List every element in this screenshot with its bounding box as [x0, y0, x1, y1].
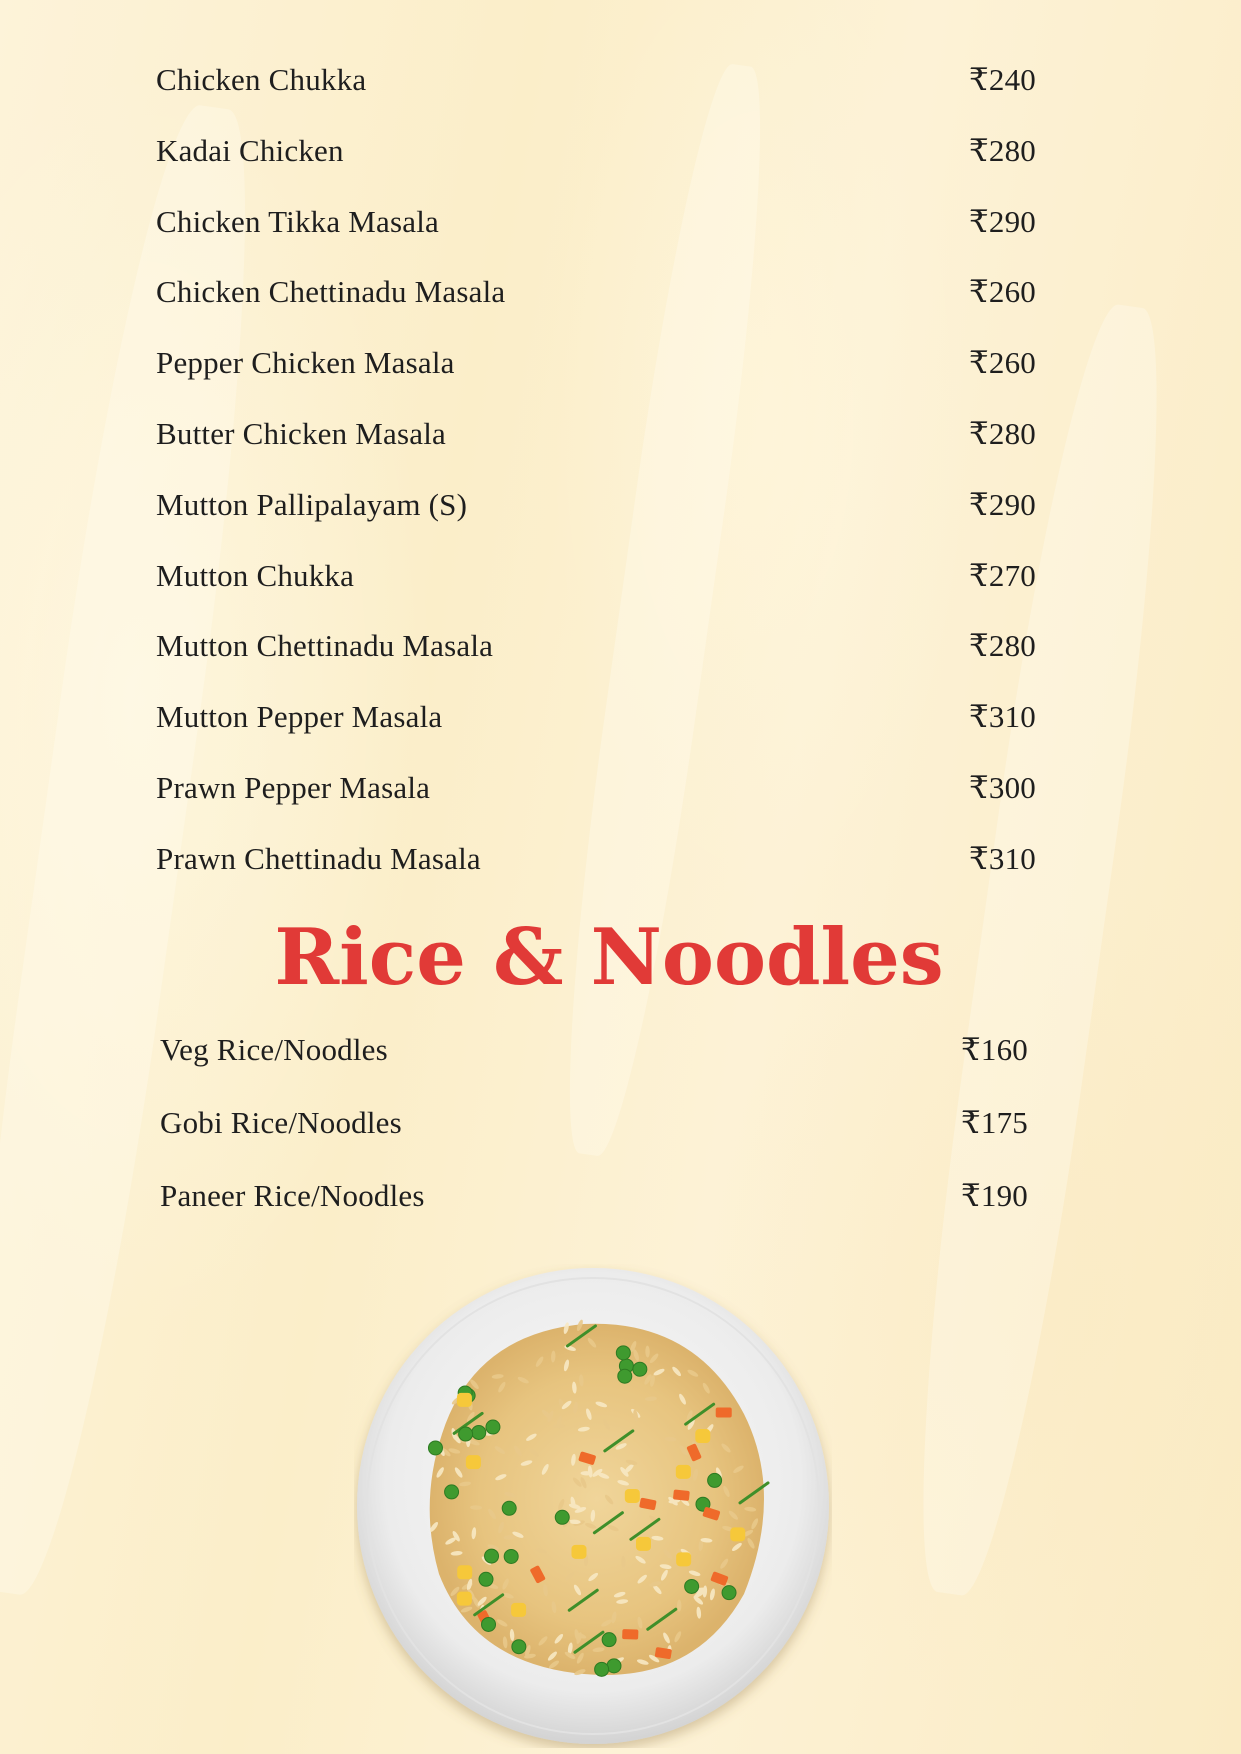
item-name: Paneer Rice/Noodles	[160, 1178, 425, 1213]
section-title-rice-noodles: Rice & Noodles	[274, 912, 944, 1003]
item-name: Mutton Pallipalayam (S)	[156, 486, 468, 522]
item-price: ₹260	[968, 274, 1036, 310]
item-price: ₹175	[960, 1105, 1028, 1140]
menu-item	[156, 487, 1036, 558]
item-price: ₹160	[960, 1032, 1028, 1067]
item-price: ₹290	[968, 203, 1036, 239]
item-name: Butter Chicken Masala	[156, 415, 447, 451]
rice-noodles-list	[160, 1032, 1028, 1251]
item-price: ₹300	[968, 769, 1036, 805]
item-name: Mutton Chettinadu Masala	[156, 628, 494, 664]
item-name: Mutton Chukka	[156, 557, 355, 593]
item-name: Gobi Rice/Noodles	[160, 1105, 402, 1140]
fried-rice-plate-icon	[354, 1264, 832, 1748]
item-price: ₹290	[968, 486, 1036, 522]
item-name: Mutton Pepper Masala	[156, 699, 443, 735]
item-price: ₹240	[968, 62, 1036, 97]
item-price: ₹280	[968, 628, 1036, 664]
item-name: Chicken Chettinadu Masala	[156, 274, 506, 310]
menu-item	[160, 1178, 1028, 1251]
main-menu-list	[156, 62, 1036, 912]
menu-item	[156, 204, 1036, 275]
item-name: Kadai Chicken	[156, 132, 344, 168]
item-price: ₹190	[960, 1178, 1028, 1213]
item-price: ₹310	[968, 699, 1036, 735]
menu-item	[156, 274, 1036, 345]
menu-item	[160, 1032, 1028, 1105]
item-price: ₹310	[968, 840, 1036, 876]
item-price: ₹280	[968, 415, 1036, 451]
item-name: Chicken Tikka Masala	[156, 203, 439, 239]
menu-item	[156, 770, 1036, 841]
item-name: Prawn Pepper Masala	[156, 769, 431, 805]
menu-item	[156, 699, 1036, 770]
item-name: Veg Rice/Noodles	[160, 1032, 388, 1067]
item-price: ₹280	[968, 132, 1036, 168]
menu-item	[156, 841, 1036, 912]
item-name: Pepper Chicken Masala	[156, 345, 455, 381]
menu-item	[156, 416, 1036, 487]
menu-item	[156, 62, 1036, 133]
menu-item	[156, 558, 1036, 629]
menu-item	[156, 345, 1036, 416]
menu-item	[156, 628, 1036, 699]
menu-item	[160, 1105, 1028, 1178]
menu-item	[156, 133, 1036, 204]
item-name: Chicken Chukka	[156, 62, 367, 97]
item-name: Prawn Chettinadu Masala	[156, 840, 481, 876]
item-price: ₹260	[968, 345, 1036, 381]
item-price: ₹270	[968, 557, 1036, 593]
